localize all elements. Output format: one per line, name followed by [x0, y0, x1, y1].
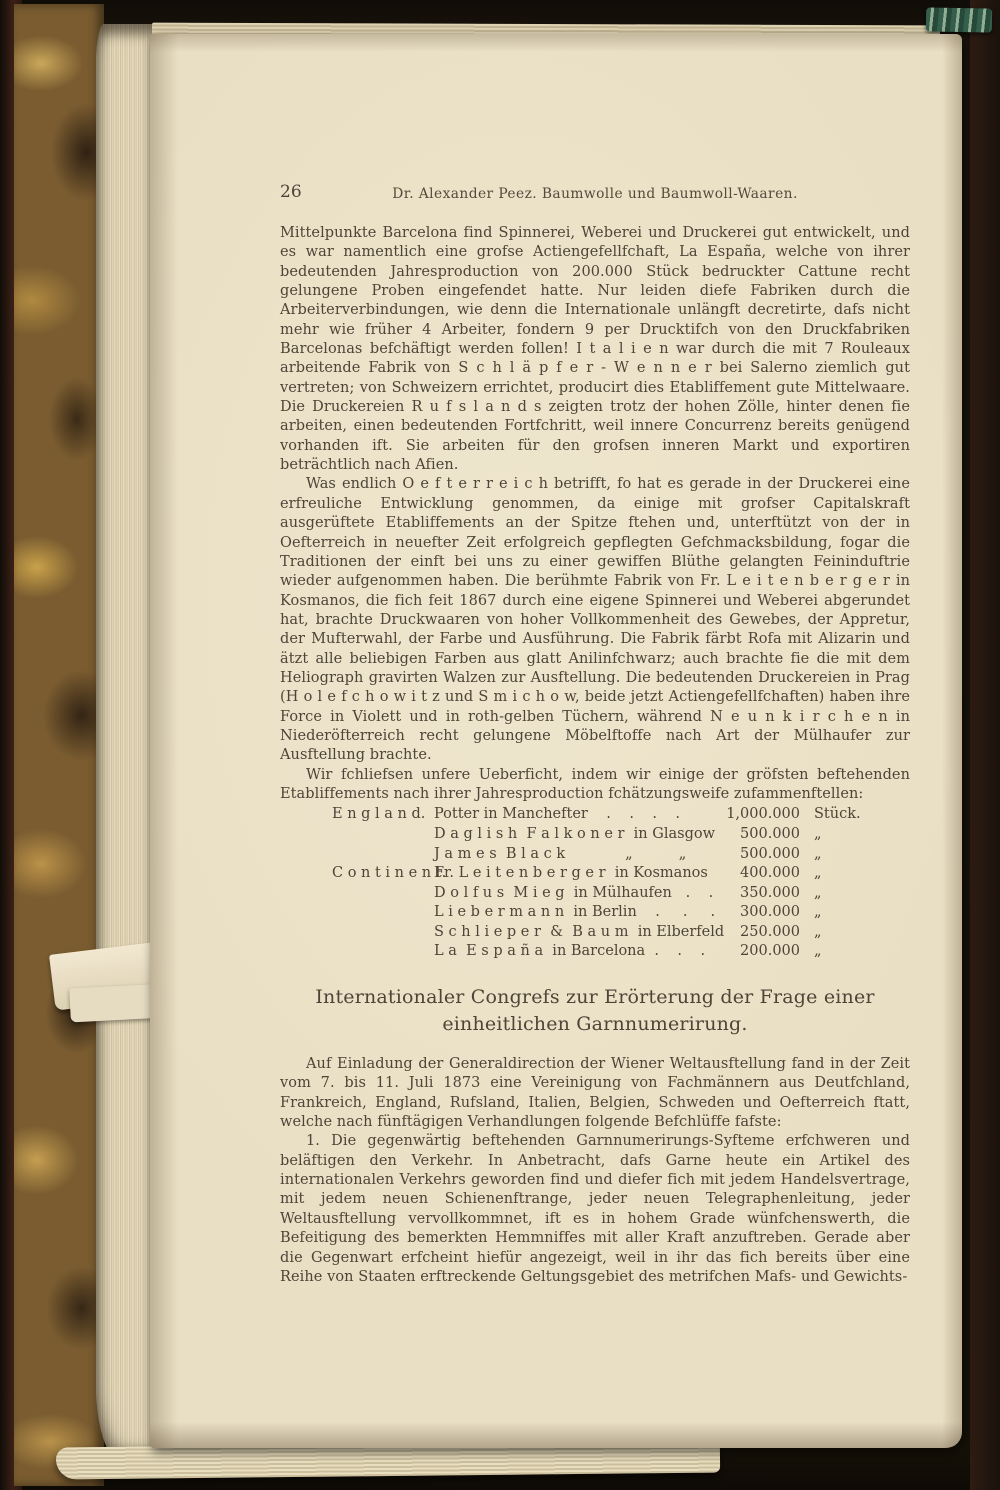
unit-cell: Stück. [814, 806, 861, 823]
page-number: 26 [280, 182, 302, 202]
marbled-cover-edge [14, 4, 104, 1486]
firm-cell: L a E s p a ñ a in Barcelona . . . [434, 943, 706, 960]
page-header [280, 184, 910, 210]
amount-cell: 1,000.000 [726, 806, 800, 823]
headband [926, 7, 992, 32]
amount-cell: 300.000 [740, 904, 800, 921]
amount-cell: 400.000 [740, 865, 800, 882]
table-row [332, 942, 910, 962]
unit-cell: „ [814, 943, 822, 960]
region-cell [332, 942, 434, 962]
region-cell [332, 884, 434, 904]
production-table [332, 805, 910, 962]
amount-cell: 200.000 [740, 943, 800, 960]
region-cell: E n g l a n d. [332, 806, 426, 823]
paragraph-beschluss-1: 1. Die gegenwärtig beftehenden Garnnumerirungs-Syfteme erfchweren und beläftigen den Verkehr. In Anbetracht, dafs Garne heute ein Artikel des internationalen Verkehrs geworden find und diefer fich mit jedem Handelsvertrage, mit jedem neuen Schienenftrange, jeder neuen Telegraphenleitung, jeder Weltausftellung vervollkommnet, ift es in hohem Grade wünfchenswerth, die Befeitigung des bemerkten Hemmniffes mit aller Kraft anzuftreben. Gerade aber die Gegenwart erfcheint hiefür angezeigt, weil in ihr das fich bereits über eine Reihe von Staaten erftreckende Geltungsgebiet des metrifchen Mafs- und Gewichts- [280, 1133, 910, 1285]
section-heading-line2: einheitlichen Garnnumerirung. [442, 1012, 748, 1035]
region-cell [332, 903, 434, 923]
firm-cell: S c h l i e p e r & B a u m in Elberfeld [434, 923, 725, 940]
firm-cell: Fr. L e i t e n b e r g e r in Kosmanos [434, 865, 708, 882]
unit-cell: „ [814, 923, 822, 940]
section-heading [280, 984, 910, 1037]
paragraph-uebersicht: Wir fchliefsen unfere Ueberficht, indem wir einige der gröfsten beftehenden Etabliffements nach ihrer Jahresproduction fchätzungsweife zufammenftellen: [280, 766, 910, 802]
region-cell [332, 825, 434, 845]
page-content [280, 184, 910, 1287]
region-cell [332, 923, 434, 943]
table-row [332, 805, 910, 825]
unit-cell: „ [814, 865, 822, 882]
region-cell: C o n t i n e n t. [332, 865, 447, 882]
table-row [332, 884, 910, 904]
firm-cell: D o l f u s M i e g in Mülhaufen . . [434, 884, 714, 901]
table-row [332, 923, 910, 943]
table-row [332, 845, 910, 865]
region-cell [332, 845, 434, 865]
book-page [150, 34, 962, 1448]
table-row [332, 864, 910, 884]
firm-cell: J a m e s B l a c k „ „ [434, 845, 687, 862]
unit-cell: „ [814, 904, 822, 921]
firm-cell: L i e b e r m a n n in Berlin . . . [434, 904, 716, 921]
table-row [332, 903, 910, 923]
paragraph-oesterreich: Was endlich O e f t e r r e i c h betrifft, fo hat es gerade in der Druckerei eine erfreuliche Entwicklung genommen, da einige mit grofser Capitalskraft ausgerüftete Etabliffements an der Spitze ftehen und, unterftützt von der in Oefterreich in neuefter Zeit erfolgreich gepflegten Gefchmacksbildung, fogar die Traditionen der einft bei uns zu einer gewiffen Blüthe gelangten Feininduftrie wieder aufgenommen haben. Die berühmte Fabrik von Fr. L e i t e n b e r g e r in Kosmanos, die fich feit 1867 durch eine eigene Spinnerei und Weberei abgerundet hat, brachte Druckwaaren von hoher Vollkommenheit des Gewebes, der Appretur, der Mufterwahl, der Farbe und Ausführung. Die Fabrik färbt Rofa mit Alizarin und ätzt alle beliebigen Farben aus glatt Anilinfchwarz; auch brachte fie die mit dem Heliograph gravirten Walzen zur Ausftellung. Die bedeutenden Druckereien in Prag (H o l e f c h o w i t z und S m i c h o w, beide jetzt Actiengefellfchaften) haben ihre Force in Violett und in roth-gelben Tüchern, während N e u n k i r c h e n in Niederöfterreich recht gelungene Möbelftoffe nach Art der Mülhaufer zur Ausftellung brachte. [280, 476, 910, 764]
firm-cell: D a g l i s h F a l k o n e r in Glasgow [434, 825, 715, 842]
amount-cell: 500.000 [740, 845, 800, 862]
right-cover-edge [970, 0, 1000, 1490]
running-title: Dr. Alexander Peez. Baumwolle und Baumwoll-Waaren. [392, 186, 798, 202]
firm-cell: Potter in Manchefter . . . . [434, 806, 681, 823]
section-heading-line1: Internationaler Congrefs zur Erörterung der Frage einer [315, 986, 875, 1009]
unit-cell: „ [814, 884, 822, 901]
amount-cell: 350.000 [740, 884, 800, 901]
paragraph-einladung: Auf Einladung der Generaldirection der Wiener Weltausftellung fand in der Zeit vom 7. bis 11. Juli 1873 eine Vereinigung von Fachmännern aus Deutfchland, Frankreich, England, Rufsland, Italien, Belgien, Schweden und Oefterreich ftatt, welche nach fünftägigen Verhandlungen folgende Befchlüffe fafste: [280, 1056, 910, 1131]
amount-cell: 500.000 [740, 825, 800, 842]
paragraph-barcelona: Mittelpunkte Barcelona find Spinnerei, Weberei und Druckerei gut entwickelt, und es war namentlich eine grofse Actiengefellfchaft, La España, welche von ihrer bedeutenden Jahresproduction von 200.000 Stück bedruckter Cattune recht gelungene Proben eingefendet hatte. Nur leiden diefe Fabriken durch die Arbeiterverbindungen, wie denn die Internationale unlängft decretirte, dafs nicht mehr wie früher 4 Arbeiter, fondern 9 per Drucktifch von den Druckfabriken Barcelonas befchäftigt werden follen! I t a l i e n war durch die mit 7 Rouleaux arbeitende Fabrik von S c h l ä p f e r - W e n n e r bei Salerno ziemlich gut vertreten; von Schweizern errichtet, producirt dies Etabliffement gute Mittelwaare. Die Druckereien R u f s l a n d s zeigten trotz der hohen Zölle, hinter denen fie arbeiten, einen bedeutenden Fortfchritt, weil innere Concurrenz bereits genügend vorhanden ift. Sie arbeiten für den grofsen inneren Markt und exportiren beträchtlich nach Afien. [280, 225, 910, 474]
unit-cell: „ [814, 845, 822, 862]
table-row [332, 825, 910, 845]
amount-cell: 250.000 [740, 923, 800, 940]
unit-cell: „ [814, 825, 822, 842]
